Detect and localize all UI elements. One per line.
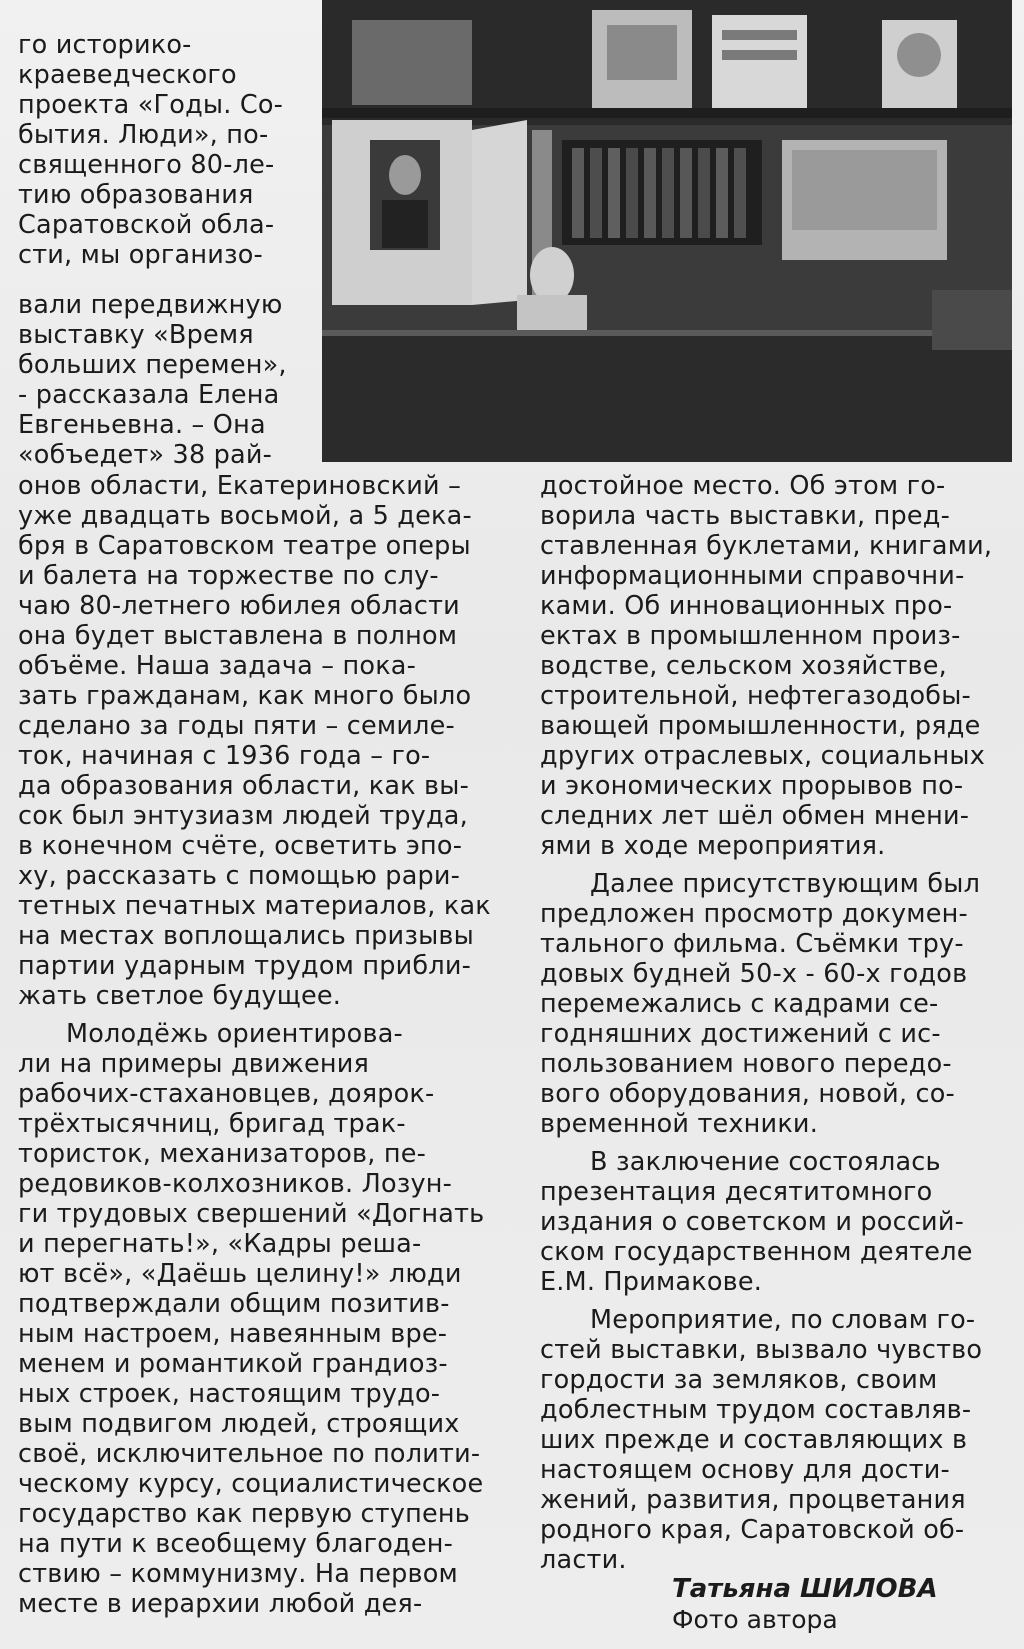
- text-line: - рассказала Елена: [18, 380, 280, 410]
- paragraph-start-line: Далее присутствующим был: [590, 869, 981, 899]
- text-line: годняшних достижений с ис-: [540, 1019, 941, 1049]
- exhibition-photo: [322, 0, 1012, 462]
- text-line: ласти.: [540, 1545, 627, 1575]
- text-line: других отраслевых, социальных: [540, 741, 986, 771]
- text-line: ском государственном деятеле: [540, 1237, 973, 1267]
- text-line: тального фильма. Съёмки тру-: [540, 929, 964, 959]
- text-line: издания о советском и россий-: [540, 1207, 964, 1237]
- text-line: бря в Саратовском театре оперы: [18, 531, 471, 561]
- text-line: она будет выставлена в полном: [18, 621, 458, 651]
- text-line: ектах в промышленном произ-: [540, 621, 961, 651]
- text-line: Е.М. Примакове.: [540, 1267, 763, 1297]
- text-line: больших перемен»,: [18, 350, 287, 380]
- text-line: редовиков-колхозников. Лозун-: [18, 1169, 453, 1199]
- text-line: своё, исключительное по полити-: [18, 1439, 481, 1469]
- text-line: гордости за земляков, своим: [540, 1365, 938, 1395]
- text-line: строительной, нефтегазодобы-: [540, 681, 971, 711]
- text-line: ным настроем, навеянным вре-: [18, 1319, 448, 1349]
- text-line: презентация десятитомного: [540, 1177, 933, 1207]
- text-line: ли на примеры движения: [18, 1049, 370, 1079]
- text-line: водстве, сельском хозяйстве,: [540, 651, 947, 681]
- text-line: сти, мы организо-: [18, 240, 263, 270]
- text-line: ги трудовых свершений «Догнать: [18, 1199, 485, 1229]
- text-line: тию образования: [18, 180, 254, 210]
- paragraph-start-line: Молодёжь ориентирова-: [66, 1019, 403, 1049]
- text-line: довых будней 50-х - 60-х годов: [540, 959, 968, 989]
- text-line: ток, начиная с 1936 года – го-: [18, 741, 431, 771]
- text-line: вали передвижную: [18, 290, 283, 320]
- text-line: родного края, Саратовской об-: [540, 1515, 965, 1545]
- text-line: перемежались с кадрами се-: [540, 989, 939, 1019]
- text-line: достойное место. Об этом го-: [540, 471, 946, 501]
- text-line: временной техники.: [540, 1109, 819, 1139]
- text-line: бытия. Люди», по-: [18, 120, 269, 150]
- text-line: пользованием нового передо-: [540, 1049, 952, 1079]
- text-line: партии ударным трудом прибли-: [18, 951, 472, 981]
- text-line: сделано за годы пяти – семиле-: [18, 711, 455, 741]
- text-line: в конечном счёте, осветить эпо-: [18, 831, 463, 861]
- text-line: месте в иерархии любой дея-: [18, 1589, 423, 1619]
- text-line: сок был энтузиазм людей труда,: [18, 801, 468, 831]
- text-line: следних лет шёл обмен мнени-: [540, 801, 970, 831]
- text-line: на пути к всеобщему благоден-: [18, 1529, 454, 1559]
- text-line: информационными справочни-: [540, 561, 965, 591]
- text-line: ших прежде и составляющих в: [540, 1425, 968, 1455]
- text-line: менем и романтикой грандиоз-: [18, 1349, 448, 1379]
- text-line: священного 80-ле-: [18, 150, 275, 180]
- text-line: Саратовской обла-: [18, 210, 275, 240]
- text-line: го историко-: [18, 30, 192, 60]
- photo-credit: Фото автора: [672, 1605, 838, 1634]
- text-line: онов области, Екатериновский –: [18, 471, 462, 501]
- paragraph-start-line: Мероприятие, по словам го-: [590, 1305, 976, 1335]
- text-line: ют всё», «Даёшь целину!» люди: [18, 1259, 462, 1289]
- text-line: ставленная буклетами, книгами,: [540, 531, 993, 561]
- text-line: подтверждали общим позитив-: [18, 1289, 450, 1319]
- text-line: рабочих-стахановцев, доярок-: [18, 1079, 435, 1109]
- text-line: ками. Об инновационных про-: [540, 591, 953, 621]
- text-line: ворила часть выставки, пред-: [540, 501, 950, 531]
- text-line: проекта «Годы. Со-: [18, 90, 284, 120]
- text-line: настоящем основу для дости-: [540, 1455, 950, 1485]
- text-line: тетных печатных материалов, как: [18, 891, 491, 921]
- text-line: вого оборудования, новой, со-: [540, 1079, 955, 1109]
- text-line: выставку «Время: [18, 320, 254, 350]
- text-line: объёме. Наша задача – пока-: [18, 651, 417, 681]
- text-line: «объедет» 38 рай-: [18, 440, 273, 470]
- text-line: ствию – коммунизму. На первом: [18, 1559, 458, 1589]
- text-line: и перегнать!», «Кадры реша-: [18, 1229, 422, 1259]
- text-line: и экономических прорывов по-: [540, 771, 964, 801]
- text-line: ями в ходе мероприятия.: [540, 831, 886, 861]
- text-line: стей выставки, вызвало чувство: [540, 1335, 983, 1365]
- text-line: вающей промышленности, ряде: [540, 711, 981, 741]
- text-line: ческому курсу, социалистическое: [18, 1469, 484, 1499]
- author-name: Татьяна ШИЛОВА: [672, 1574, 938, 1604]
- text-line: уже двадцать восьмой, а 5 дека-: [18, 501, 472, 531]
- text-line: государство как первую ступень: [18, 1499, 470, 1529]
- text-line: и балета на торжестве по слу-: [18, 561, 439, 591]
- text-line: трёхтысячниц, бригад трак-: [18, 1109, 406, 1139]
- text-line: Евгеньевна. – Она: [18, 410, 266, 440]
- text-line: зать гражданам, как много было: [18, 681, 472, 711]
- text-line: да образования области, как вы-: [18, 771, 470, 801]
- text-line: жать светлое будущее.: [18, 981, 342, 1011]
- text-line: на местах воплощались призывы: [18, 921, 474, 951]
- text-line: чаю 80-летнего юбилея области: [18, 591, 460, 621]
- text-line: тористок, механизаторов, пе-: [18, 1139, 427, 1169]
- paragraph-start-line: В заключение состоялась: [590, 1147, 941, 1177]
- text-line: вым подвигом людей, строящих: [18, 1409, 460, 1439]
- text-line: доблестным трудом составляв-: [540, 1395, 972, 1425]
- text-line: ху, рассказать с помощью рари-: [18, 861, 461, 891]
- text-line: предложен просмотр докумен-: [540, 899, 968, 929]
- text-line: жений, развития, процветания: [540, 1485, 966, 1515]
- text-line: ных строек, настоящим трудо-: [18, 1379, 441, 1409]
- text-line: краеведческого: [18, 60, 237, 90]
